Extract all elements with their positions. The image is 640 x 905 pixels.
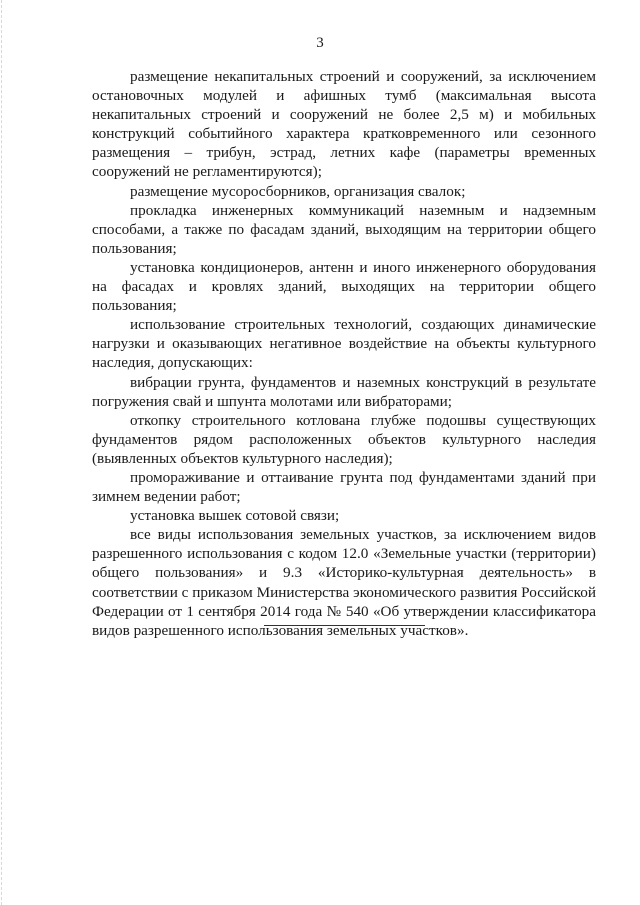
page-number: 3 bbox=[316, 35, 324, 51]
end-of-text-divider bbox=[264, 625, 425, 626]
paragraph-air-conditioners: установка кондиционеров, антенн и иного инженерного оборудования на фасадах и кровлях зданий, выходящих на территории общего пользования; bbox=[92, 258, 596, 315]
scan-edge-marks bbox=[1, 0, 3, 905]
paragraph-ground-freezing: промораживание и оттаивание грунта под фундаментами зданий при зимнем ведении работ; bbox=[92, 468, 596, 506]
paragraph-nonpermanent-structures: размещение некапитальных строений и сооружений, за исключением остановочных модулей и афишных тумб (максимальная высота некапитальных строений и сооружений не более 2,5 м) и мобильных конструкций событийного характера кратковременного или сезонного размещения – трибун, эстрад, летних кафе (параметры временных сооружений не регламентируются); bbox=[92, 68, 596, 181]
paragraph-land-use-exceptions: все виды использования земельных участков, за исключением видов разрешенного использования с кодом 12.0 «Земельные участки (территории) общего пользования» и 9.3 «Историко-культурная деятельность» в соответствии с приказом Министерства экономического развития Российской Федерации от 1 сентября 2014 года № 540 «Об утверждении классификатора видов разрешенного использования земельных участков». bbox=[92, 526, 596, 639]
paragraph-cell-towers: установка вышек сотовой связи; bbox=[130, 507, 340, 525]
paragraph-excavation: откопку строительного котлована глубже подошвы существующих фундаментов рядом расположенных объектов культурного наследия (выявленных объектов культурного наследия); bbox=[92, 411, 596, 467]
document-body bbox=[92, 67, 596, 640]
paragraph-waste-collectors: размещение мусоросборников, организация свалок; bbox=[130, 182, 466, 200]
paragraph-utility-lines: прокладка инженерных коммуникаций наземным и надземным способами, а также по фасадам зданий, выходящим на территории общего пользования; bbox=[92, 201, 596, 257]
paragraph-ground-vibration: вибрации грунта, фундаментов и наземных конструкций в результате погружения свай и шпунта молотами или вибраторами; bbox=[92, 373, 596, 410]
paragraph-construction-technologies: использование строительных технологий, создающих динамические нагрузки и оказывающих негативное воздействие на объекты культурного наследия, допускающих: bbox=[92, 316, 596, 372]
